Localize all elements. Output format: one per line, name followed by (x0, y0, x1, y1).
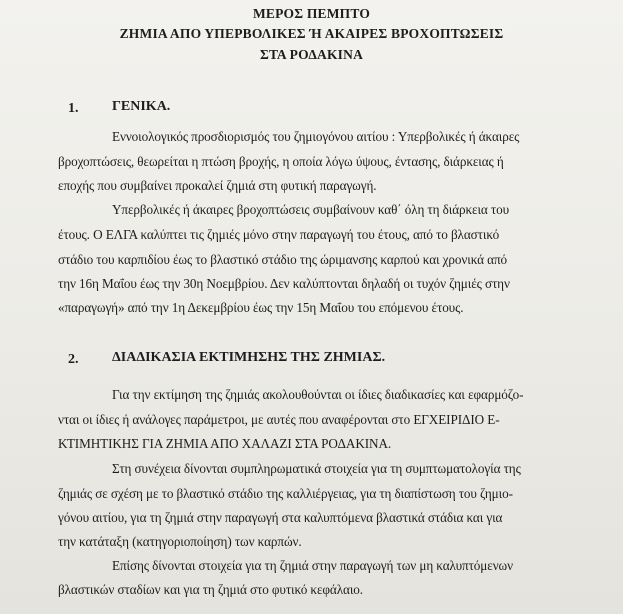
section-2-line: Στη συνέχεια δίνονται συμπληρωματικά στοιχεία για τη συμπτωματολογία της (112, 461, 521, 476)
section-1-line: στάδιο του καρπιδίου έως το βλαστικό στάδιο της ώριμανσης καρπού και χρονικά από (58, 252, 508, 267)
section-1-line: Εννοιολογικός προσδιορισμός του ζημιογόνου αιτίου : Υπερβολικές ή άκαιρες (112, 129, 520, 144)
section-1-title: ΓΕΝΙΚΑ. (112, 99, 171, 114)
section-1-line: την 16η Μαΐου έως την 30η Νοεμβρίου. Δεν καλύπτονται δηλαδή οι τυχόν ζημιές στην (58, 276, 510, 291)
section-1-line: Υπερβολικές ή άκαιρες βροχοπτώσεις συμβαίνουν καθ΄ όλη τη διάρκεια του (112, 202, 510, 217)
section-1-line: «παραγωγή» από την 1η Δεκεμβρίου έως την 15η Μαΐου του επόμενου έτους. (58, 300, 464, 315)
section-2-line: ζημιάς σε σχέση με το βλαστικό στάδιο της καλλιέργειας, για τη διαπίστωση του ζημιο- (58, 486, 513, 501)
section-1-number: 1. (68, 101, 79, 116)
section-2-line: γόνου αιτίου, για τη ζημιά στην παραγωγή στα καλυπτόμενα βλαστικά στάδια και για (58, 510, 503, 525)
part-heading: ΜΕΡΟΣ ΠΕΜΠΤΟ (252, 6, 371, 21)
section-1-line: βροχοπτώσεις, θεωρείται η πτώση βροχής, η οποία λόγω ύψους, έντασης, διάρκειας ή (58, 154, 504, 169)
section-2-number: 2. (68, 352, 79, 367)
section-2-line: Για την εκτίμηση της ζημιάς ακολουθούνται οι ίδιες διαδικασίες και εφαρμόζο- (112, 387, 524, 402)
section-2-line: την κατάταξη (κατηγοριοποίηση) των καρπών. (58, 534, 302, 549)
section-2-line: νται οι ίδιες ή ανάλογες παράμετροι, με αυτές που αναφέρονται στο ΕΓΧΕΙΡΙΔΙΟ Ε- (58, 412, 500, 427)
section-1-line: έτους. Ο ΕΛΓΑ καλύπτει τις ζημιές μόνο στην παραγωγή του έτους, από το βλαστικό (58, 227, 500, 242)
section-2-title: ΔΙΑΔΙΚΑΣΙΑ ΕΚΤΙΜΗΣΗΣ ΤΗΣ ΖΗΜΙΑΣ. (112, 350, 386, 365)
section-2-line: βλαστικών σταδίων και για τη ζημιά στο φυτικό κεφάλαιο. (58, 582, 363, 597)
section-2-line: ΚΤΙΜΗΤΙΚΗΣ ΓΙΑ ΖΗΜΙΑ ΑΠΟ ΧΑΛΑΖΙ ΣΤΑ ΡΟΔΑΚΙΝΑ. (58, 436, 392, 451)
document-title-line-2: ΣΤΑ ΡΟΔΑΚΙΝΑ (259, 47, 364, 62)
document-title-line-1: ΖΗΜΙΑ ΑΠΟ ΥΠΕΡΒΟΛΙΚΕΣ Ή ΑΚΑΙΡΕΣ ΒΡΟΧΟΠΤΩΣΕΙΣ (119, 26, 504, 41)
section-1-line: εποχής που συμβαίνει προκαλεί ζημιά στη φυτική παραγωγή. (58, 178, 377, 193)
section-2-line: Επίσης δίνονται στοιχεία για τη ζημιά στην παραγωγή των μη καλυπτόμενων (112, 558, 513, 573)
